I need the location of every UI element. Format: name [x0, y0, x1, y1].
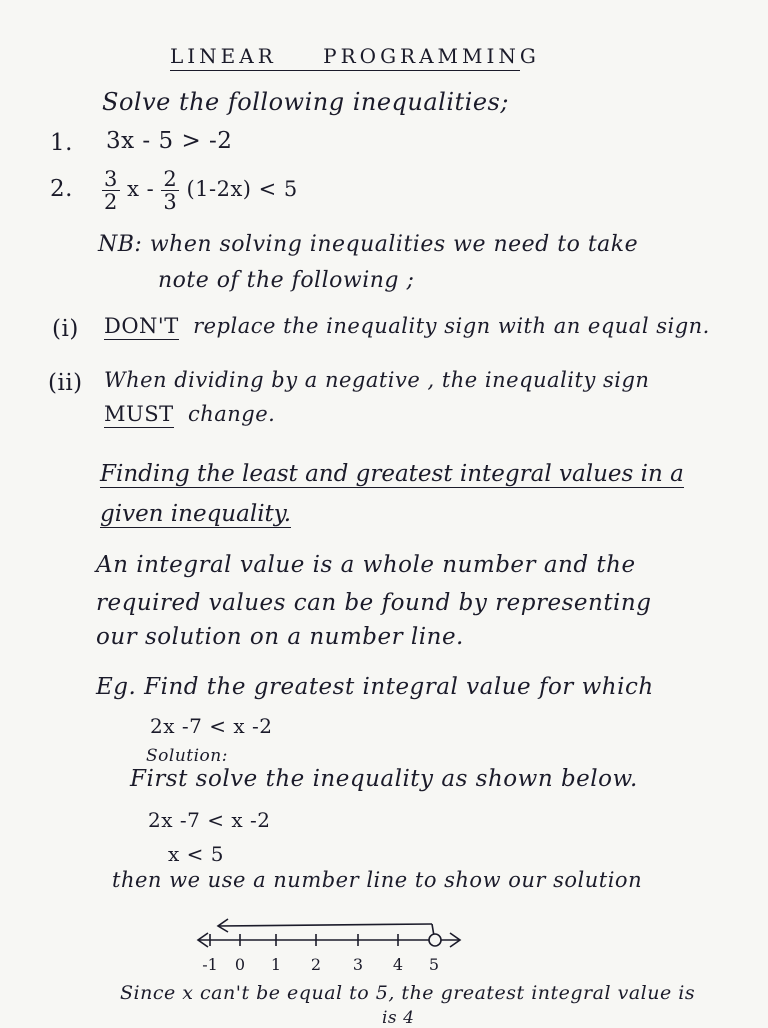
- rule-1-marker: (i): [52, 316, 79, 342]
- tick-label-2: 2: [310, 955, 322, 974]
- tick-label-neg1: -1: [202, 955, 218, 974]
- tick-label-1: 1: [270, 955, 282, 974]
- paragraph-line-3: our solution on a number line.: [96, 624, 464, 650]
- solution-label: Solution:: [146, 746, 228, 766]
- nb-line-2: note of the following ;: [158, 268, 415, 293]
- rule-2-emphasis: MUST: [104, 402, 174, 426]
- example-prompt: Eg. Find the greatest integral value for which: [96, 674, 654, 700]
- paragraph-line-1: An integral value is a whole number and the: [96, 552, 636, 578]
- section-heading-line-1: Finding the least and greatest integral values in a: [100, 461, 684, 487]
- solution-step-4: then we use a number line to show our solution: [112, 868, 643, 892]
- tick-label-3: 3: [352, 955, 364, 974]
- tick-label-4: 4: [392, 955, 404, 974]
- question-1-expression: 3x - 5 > -2: [106, 128, 233, 154]
- tick-label-0: 0: [234, 955, 246, 974]
- question-2-rest: (1-2x) < 5: [186, 177, 298, 202]
- question-2-mid: x -: [127, 177, 155, 202]
- open-circle-at-5: [429, 934, 441, 946]
- solution-ray: [218, 924, 432, 926]
- intro-line: Solve the following inequalities;: [102, 88, 509, 116]
- rule-2-line-1: When dividing by a negative , the inequality sign: [104, 368, 650, 392]
- rule-1-emphasis: DON'T: [104, 314, 179, 338]
- title-word-programming: PROGRAMMING: [323, 44, 540, 68]
- conclusion-line-1: Since x can't be equal to 5, the greatest integral value is: [120, 982, 696, 1004]
- rule-2-marker: (ii): [48, 370, 83, 396]
- solution-step-1: First solve the inequality as shown below.: [130, 766, 638, 792]
- title-word-linear: LINEAR: [170, 44, 277, 68]
- tick-label-5: 5: [428, 955, 440, 974]
- solution-step-2: 2x -7 < x -2: [148, 808, 271, 832]
- question-1-number: 1.: [50, 130, 73, 156]
- rule-1-text: replace the inequality sign with an equal sign.: [193, 314, 710, 338]
- nb-line-1: NB: when solving inequalities we need to take: [98, 232, 639, 257]
- question-2-number: 2.: [50, 176, 73, 202]
- solution-step-3: x < 5: [168, 842, 224, 866]
- conclusion-line-2: is 4: [382, 1008, 415, 1028]
- question-2-fraction-1: $\frac{3}{2}$: [104, 167, 118, 215]
- question-2-fraction-2: $\frac{2}{3}$: [163, 167, 178, 215]
- section-heading-line-2: given inequality.: [100, 501, 292, 527]
- paragraph-line-2: required values can be found by representing: [96, 590, 652, 616]
- example-inequality: 2x -7 < x -2: [150, 714, 273, 738]
- rule-2-text: change.: [187, 402, 276, 426]
